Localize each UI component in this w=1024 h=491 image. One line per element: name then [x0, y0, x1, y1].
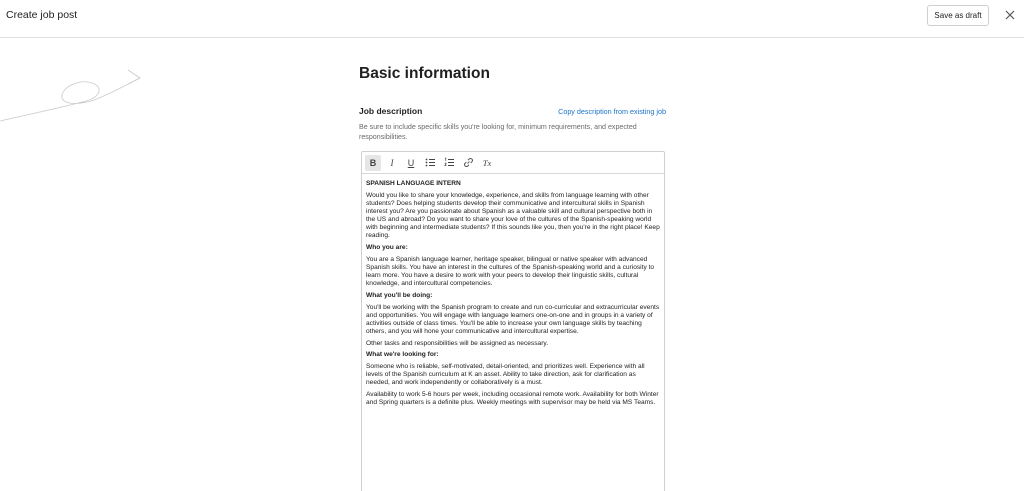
job-post-title: SPANISH LANGUAGE INTERN — [366, 180, 461, 187]
copy-description-link[interactable]: Copy description from existing job — [558, 107, 666, 116]
who-you-are-paragraph: You are a Spanish language learner, heritage speaker, bilingual or native speaker with advanced Spanish skills. You have an interest in the cultures of the Spanish-speaking world and a curiosity to learn more. You have a desire to work with your peers to develop their linguistic skills, cultural knowledge, and intercultural competencies. — [366, 255, 655, 288]
numbered-list-icon — [444, 157, 455, 168]
italic-icon: I — [390, 157, 394, 168]
top-bar — [0, 0, 1024, 38]
what-youll-be-doing-heading: What you'll be doing: — [366, 291, 433, 299]
job-description-label: Job description — [359, 106, 423, 116]
link-button[interactable] — [460, 155, 476, 171]
save-as-draft-button[interactable]: Save as draft — [927, 5, 989, 26]
what-were-looking-for-heading: What we're looking for: — [366, 351, 439, 359]
job-description-helper-text: Be sure to include specific skills you're looking for, minimum requirements, and expected responsibilities. — [359, 123, 637, 141]
clear-formatting-button[interactable] — [479, 155, 495, 171]
editor-content[interactable] — [362, 174, 664, 407]
bullet-list-icon — [425, 157, 436, 168]
close-icon[interactable] — [1002, 7, 1018, 23]
editor-toolbar — [362, 152, 664, 174]
clear-format-icon: Tx — [482, 157, 492, 168]
page-title: Basic information — [359, 65, 490, 82]
what-were-looking-for-paragraph: Someone who is reliable, self-motivated, detail-oriented, and prioritizes well. Experience with all levels of the Spanish curriculum at K an asset. Ability to take direction, ask for clarification as needed, and work independently or collaboratively is a must. — [366, 362, 645, 387]
numbered-list-button[interactable] — [441, 155, 457, 171]
who-you-are-heading: Who you are: — [366, 244, 408, 252]
bullet-list-button[interactable] — [422, 155, 438, 171]
underline-button[interactable] — [403, 155, 419, 171]
underline-icon: U — [407, 157, 415, 168]
availability-paragraph: Availability to work 5-6 hours per week, including occasional remote work. Availability for both Winter and Spring quarters is a definite plus. Weekly meetings with supervisor may be held via MS Teams. — [366, 390, 659, 407]
job-description-editor[interactable] — [361, 151, 665, 491]
bold-icon: B — [369, 157, 377, 168]
intro-paragraph: Would you like to share your knowledge, experience, and skills from language learning with other students? Does helping students develop their communicative and intercultural skills in Spanish interest you? Are you passionate about Spanish as a valuable skill and cultural perspective both in the US and abroad? Do you want to share your love of the cultures of the Spanish-speaking world with beginning and intermediate students? If this sounds like you, then you're in the right place! Keep reading. — [366, 191, 660, 240]
page-header-title: Create job post — [6, 9, 78, 21]
other-tasks-paragraph: Other tasks and responsibilities will be assigned as necessary. — [366, 339, 549, 347]
italic-button[interactable] — [384, 155, 400, 171]
bold-button[interactable] — [365, 155, 381, 171]
what-youll-be-doing-paragraph: You'll be working with the Spanish program to create and run co-curricular and extracurricular events and opportunities. You will engage with language learners one-on-one and in groups in a variety of activities outside of class times. You'll be able to increase your own language skills by teaching others, and you will hone your communicative and intercultural expertise. — [366, 303, 660, 335]
link-icon — [463, 157, 474, 168]
decorative-arrow-doodle — [0, 58, 150, 128]
